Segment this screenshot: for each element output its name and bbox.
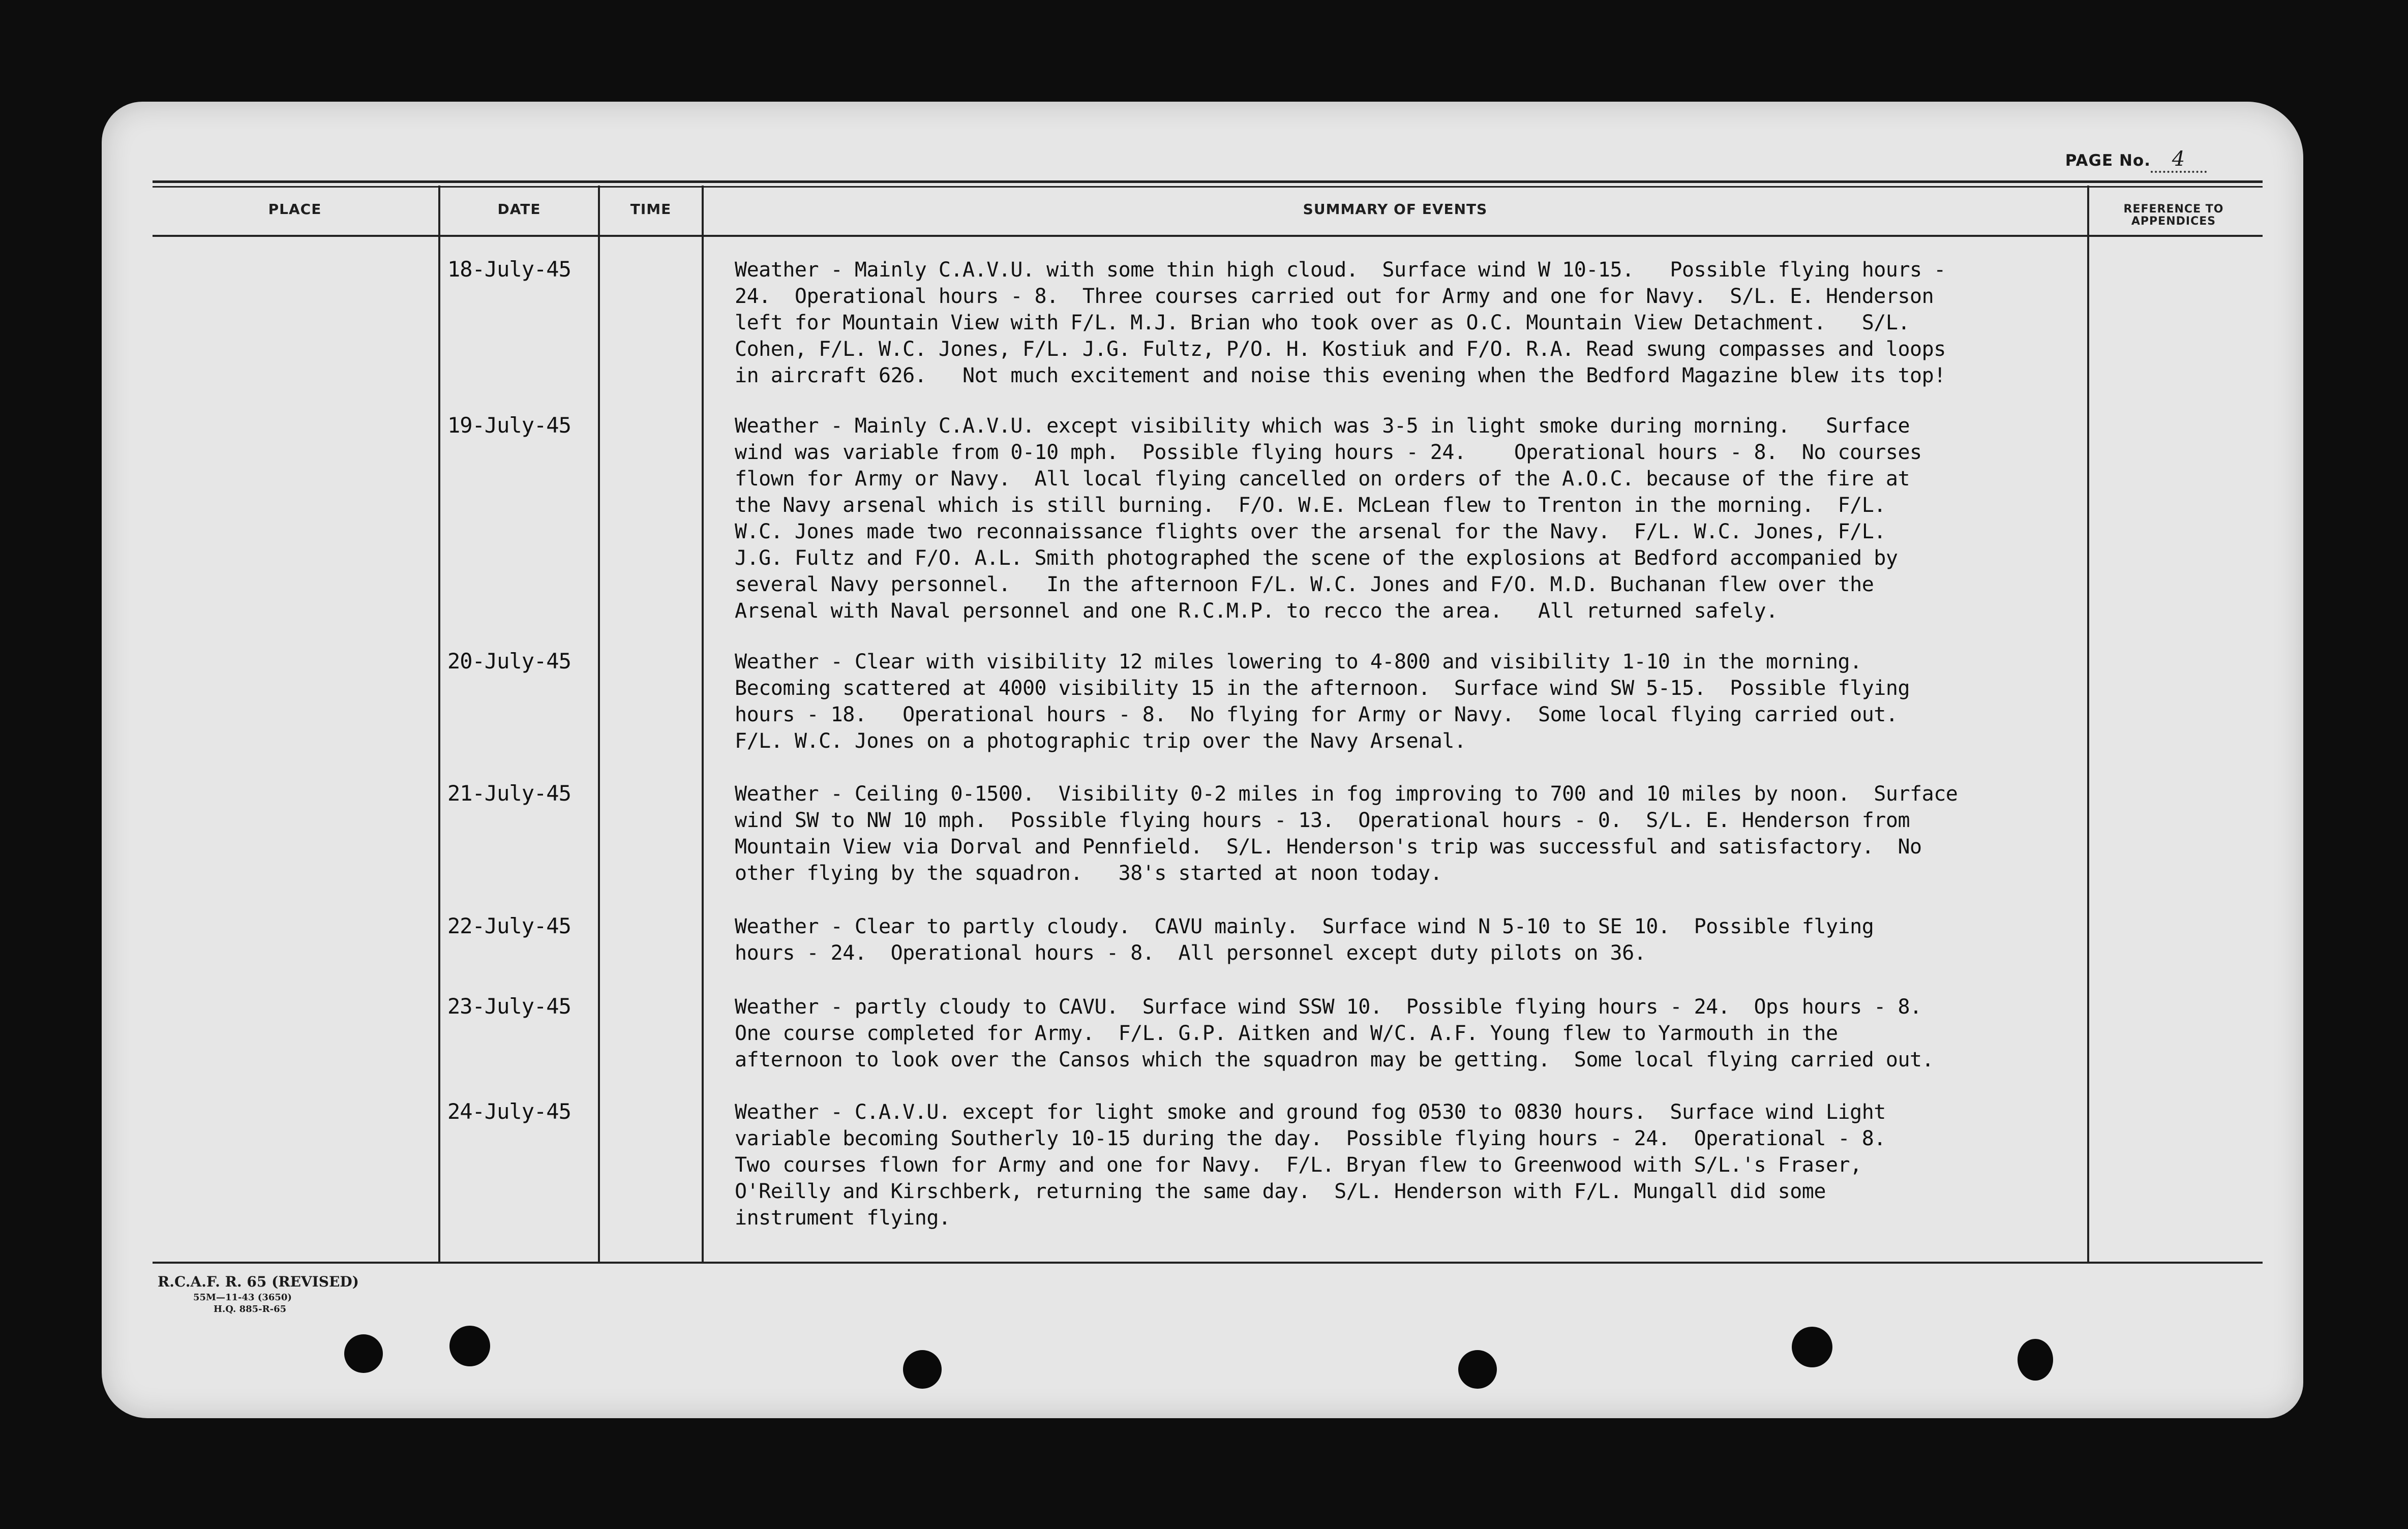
reference-header-line1: REFERENCE TO [2123,203,2224,216]
entry-summary: Weather - Clear to partly cloudy. CAVU mainly. Surface wind N 5-10 to SE 10. Possible flying hours - 24. Operational hours - 8. All personnel except duty pilots on 36. [735,915,1874,965]
entry-date: 24-July-45 [447,1099,571,1124]
top-rule [153,180,2263,183]
bottom-rule [153,1262,2263,1264]
punch-hole [344,1334,383,1373]
header-rule [153,235,2263,237]
entry-date: 19-July-45 [447,413,571,438]
form-number: R.C.A.F. R. 65 (REVISED) [158,1273,359,1290]
entry-date: 23-July-45 [447,994,571,1019]
entry-date: 18-July-45 [447,257,571,282]
entry-summary: Weather - C.A.V.U. except for light smoke and ground fog 0530 to 0830 hours. Surface wind Light variable becoming Southerly 10-15 during the day. Possible flying hours - 24. Operational - 8. Two courses flown for Army and one for Navy. F/L. Bryan flew to Greenwood with S/L.'s Fraser, O'Reilly and Kirschberk, returning the same day. S/L. Henderson with F/L. Mungall did some instrument flying. [735,1100,1886,1230]
entry-date: 22-July-45 [447,913,571,938]
column-header-summary: SUMMARY OF EVENTS [1303,201,1488,218]
column-header-date: DATE [497,201,541,218]
entry-summary: Weather - Mainly C.A.V.U. with some thin high cloud. Surface wind W 10-15. Possible flying hours - 24. Operational hours - 8. Three courses carried out for Army and one for Navy. S/L. E. Henderson left for Mountain View with F/L. M.J. Brian who took over as O.C. Mountain View Detachment. S/L. Cohen, F/L. W.C. Jones, F/L. J.G. Fultz, P/O. H. Kostiuk and F/O. R.A. Read swung compasses and loops in aircraft 626. Not much excitement and noise this evening when the Bedford Magazine blew its top! [735,258,1946,387]
entry-summary: Weather - Clear with visibility 12 miles lowering to 4-800 and visibility 1-10 in the morning. Becoming scattered at 4000 visibility 15 in the afternoon. Surface wind SW 5-15. Possible flying hours - 18. Operational hours - 8. No flying for Army or Navy. Some local flying carried out. F/L. W.C. Jones on a photographic trip over the Navy Arsenal. [735,650,1910,753]
column-header-place: PLACE [268,201,322,218]
entry-summary: Weather - partly cloudy to CAVU. Surface wind SSW 10. Possible flying hours - 24. Ops hours - 8. One course completed for Army. F/L. G.P. Aitken and W/C. A.F. Young flew to Yarmouth in the afternoon to look over the Cansos which the squadron may be getting. Some local flying carried out. [735,995,1934,1072]
column-divider-summary [2087,186,2089,1263]
form-print-code: 55M—11-43 (3650) [193,1292,292,1303]
page-number-value: 4 [2151,147,2207,173]
column-divider-date [598,186,600,1263]
reference-header-line2: APPENDICES [2131,215,2216,228]
form-hq-code: H.Q. 885-R-65 [214,1304,287,1314]
entry-summary: Weather - Ceiling 0-1500. Visibility 0-2 miles in fog improving to 700 and 10 miles by noon. Surface wind SW to NW 10 mph. Possible flying hours - 13. Operational hours - 0. S/L. E. Henderson from Mountain View via Dorval and Pennfield. S/L. Henderson's trip was successful and satisfactory. No other flying by the squadron. 38's started at noon today. [735,782,1958,885]
punch-hole [2018,1339,2053,1381]
page-number-label: PAGE No. [2065,151,2151,170]
column-header-reference [2090,203,2258,228]
form-footer [158,1273,359,1314]
punch-hole [449,1326,490,1366]
column-divider-place [438,186,440,1263]
punch-hole [1458,1350,1497,1389]
page-number [2065,147,2207,173]
top-rule-double [153,186,2263,188]
column-divider-time [702,186,704,1263]
entry-date: 21-July-45 [447,781,571,806]
diary-form-page [102,102,2303,1418]
entry-date: 20-July-45 [447,649,571,674]
punch-hole [903,1350,942,1389]
entry-summary: Weather - Mainly C.A.V.U. except visibility which was 3-5 in light smoke during morning. Surface wind was variable from 0-10 mph. Possible flying hours - 24. Operational hours - 8. No courses flown for Army or Navy. All local flying cancelled on orders of the A.O.C. because of the fire at the Navy arsenal which is still burning. F/O. W.E. McLean flew to Trenton in the morning. F/L. W.C. Jones made two reconnaissance flights over the arsenal for the Navy. F/L. W.C. Jones, F/L. J.G. Fultz and F/O. A.L. Smith photographed the scene of the explosions at Bedford accompanied by several Navy personnel. In the afternoon F/L. W.C. Jones and F/O. M.D. Buchanan flew over the Arsenal with Naval personnel and one R.C.M.P. to recco the area. All returned safely. [735,414,1922,623]
punch-hole [1792,1327,1832,1367]
column-header-time: TIME [630,201,672,218]
